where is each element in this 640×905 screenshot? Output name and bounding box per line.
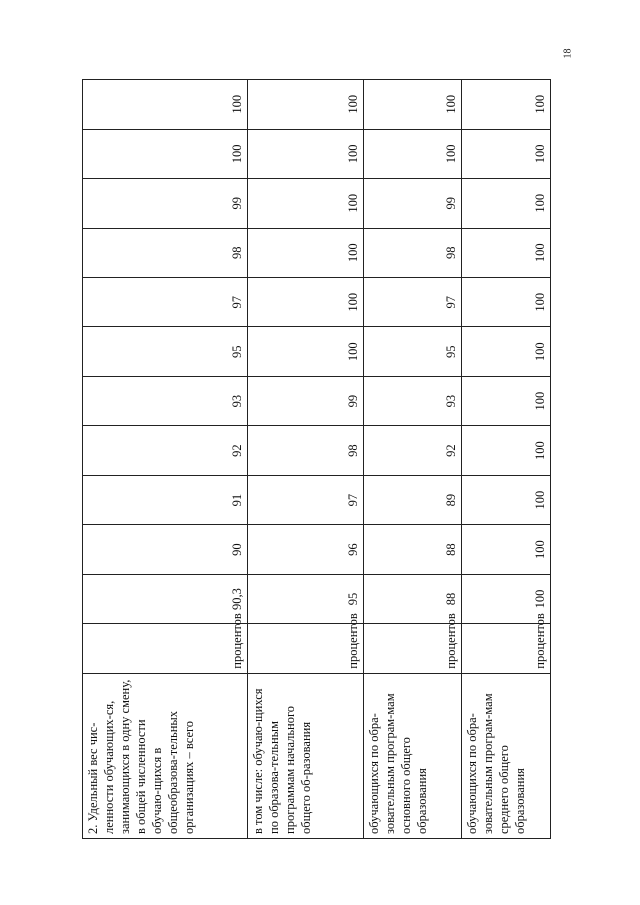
value-cell: 91 [83, 475, 248, 524]
value-cell: 93 [83, 376, 248, 425]
unit-cell: процентов [83, 624, 248, 673]
value-cell: 100 [83, 80, 248, 130]
rotated-table-sheet [82, 79, 550, 839]
value-cell: 96 [248, 525, 364, 574]
value-cell: 92 [364, 426, 462, 475]
value-cell: 95 [364, 327, 462, 376]
unit-cell: процентов [364, 624, 462, 673]
value-cell: 100 [462, 574, 551, 623]
value-cell: 98 [83, 228, 248, 277]
unit-cell: процентов [248, 624, 364, 673]
value-cell: 100 [462, 277, 551, 326]
value-cell: 98 [364, 228, 462, 277]
value-cell: 100 [248, 277, 364, 326]
indicator-cell: в том числе: обучаю-щихся по образова-тельным программам начального общего об-разования [248, 673, 364, 838]
value-cell: 100 [462, 327, 551, 376]
table-row [364, 80, 462, 839]
value-cell: 100 [248, 129, 364, 178]
value-cell: 100 [248, 80, 364, 130]
value-cell: 100 [462, 129, 551, 178]
value-cell: 100 [462, 475, 551, 524]
value-cell: 100 [462, 426, 551, 475]
unit-cell: процентов [462, 624, 551, 673]
value-cell: 100 [248, 228, 364, 277]
value-cell: 95 [248, 574, 364, 623]
value-cell: 88 [364, 525, 462, 574]
value-cell: 100 [462, 179, 551, 228]
value-cell: 88 [364, 574, 462, 623]
table-row [83, 80, 248, 839]
indicator-cell: обучающихся по обра-зовательным програм-мам основного общего образования [364, 673, 462, 838]
value-cell: 93 [364, 376, 462, 425]
value-cell: 100 [462, 228, 551, 277]
value-cell: 100 [364, 129, 462, 178]
value-cell: 99 [83, 179, 248, 228]
table-row [462, 80, 551, 839]
value-cell: 97 [364, 277, 462, 326]
indicator-cell: 2. Удельный вес чис-ленности обучающих-ся, занимающихся в одну смену, в общей численности обучаю-щихся в общеобразова-тельных организациях – всего [83, 673, 248, 838]
value-cell: 90 [83, 525, 248, 574]
value-cell: 100 [462, 80, 551, 130]
value-cell: 100 [462, 376, 551, 425]
value-cell: 100 [248, 327, 364, 376]
value-cell: 99 [364, 179, 462, 228]
table-row [248, 80, 364, 839]
indicators-table [82, 79, 551, 839]
value-cell: 100 [248, 179, 364, 228]
value-cell: 97 [83, 277, 248, 326]
value-cell: 100 [83, 129, 248, 178]
value-cell: 98 [248, 426, 364, 475]
value-cell: 100 [462, 525, 551, 574]
value-cell: 92 [83, 426, 248, 475]
value-cell: 97 [248, 475, 364, 524]
value-cell: 95 [83, 327, 248, 376]
indicator-cell: обучающихся по обра-зовательным програм-мам среднего общего образования [462, 673, 551, 838]
value-cell: 89 [364, 475, 462, 524]
value-cell: 90,3 [83, 574, 248, 623]
value-cell: 100 [364, 80, 462, 130]
value-cell: 99 [248, 376, 364, 425]
page-number: 18 [562, 48, 574, 59]
